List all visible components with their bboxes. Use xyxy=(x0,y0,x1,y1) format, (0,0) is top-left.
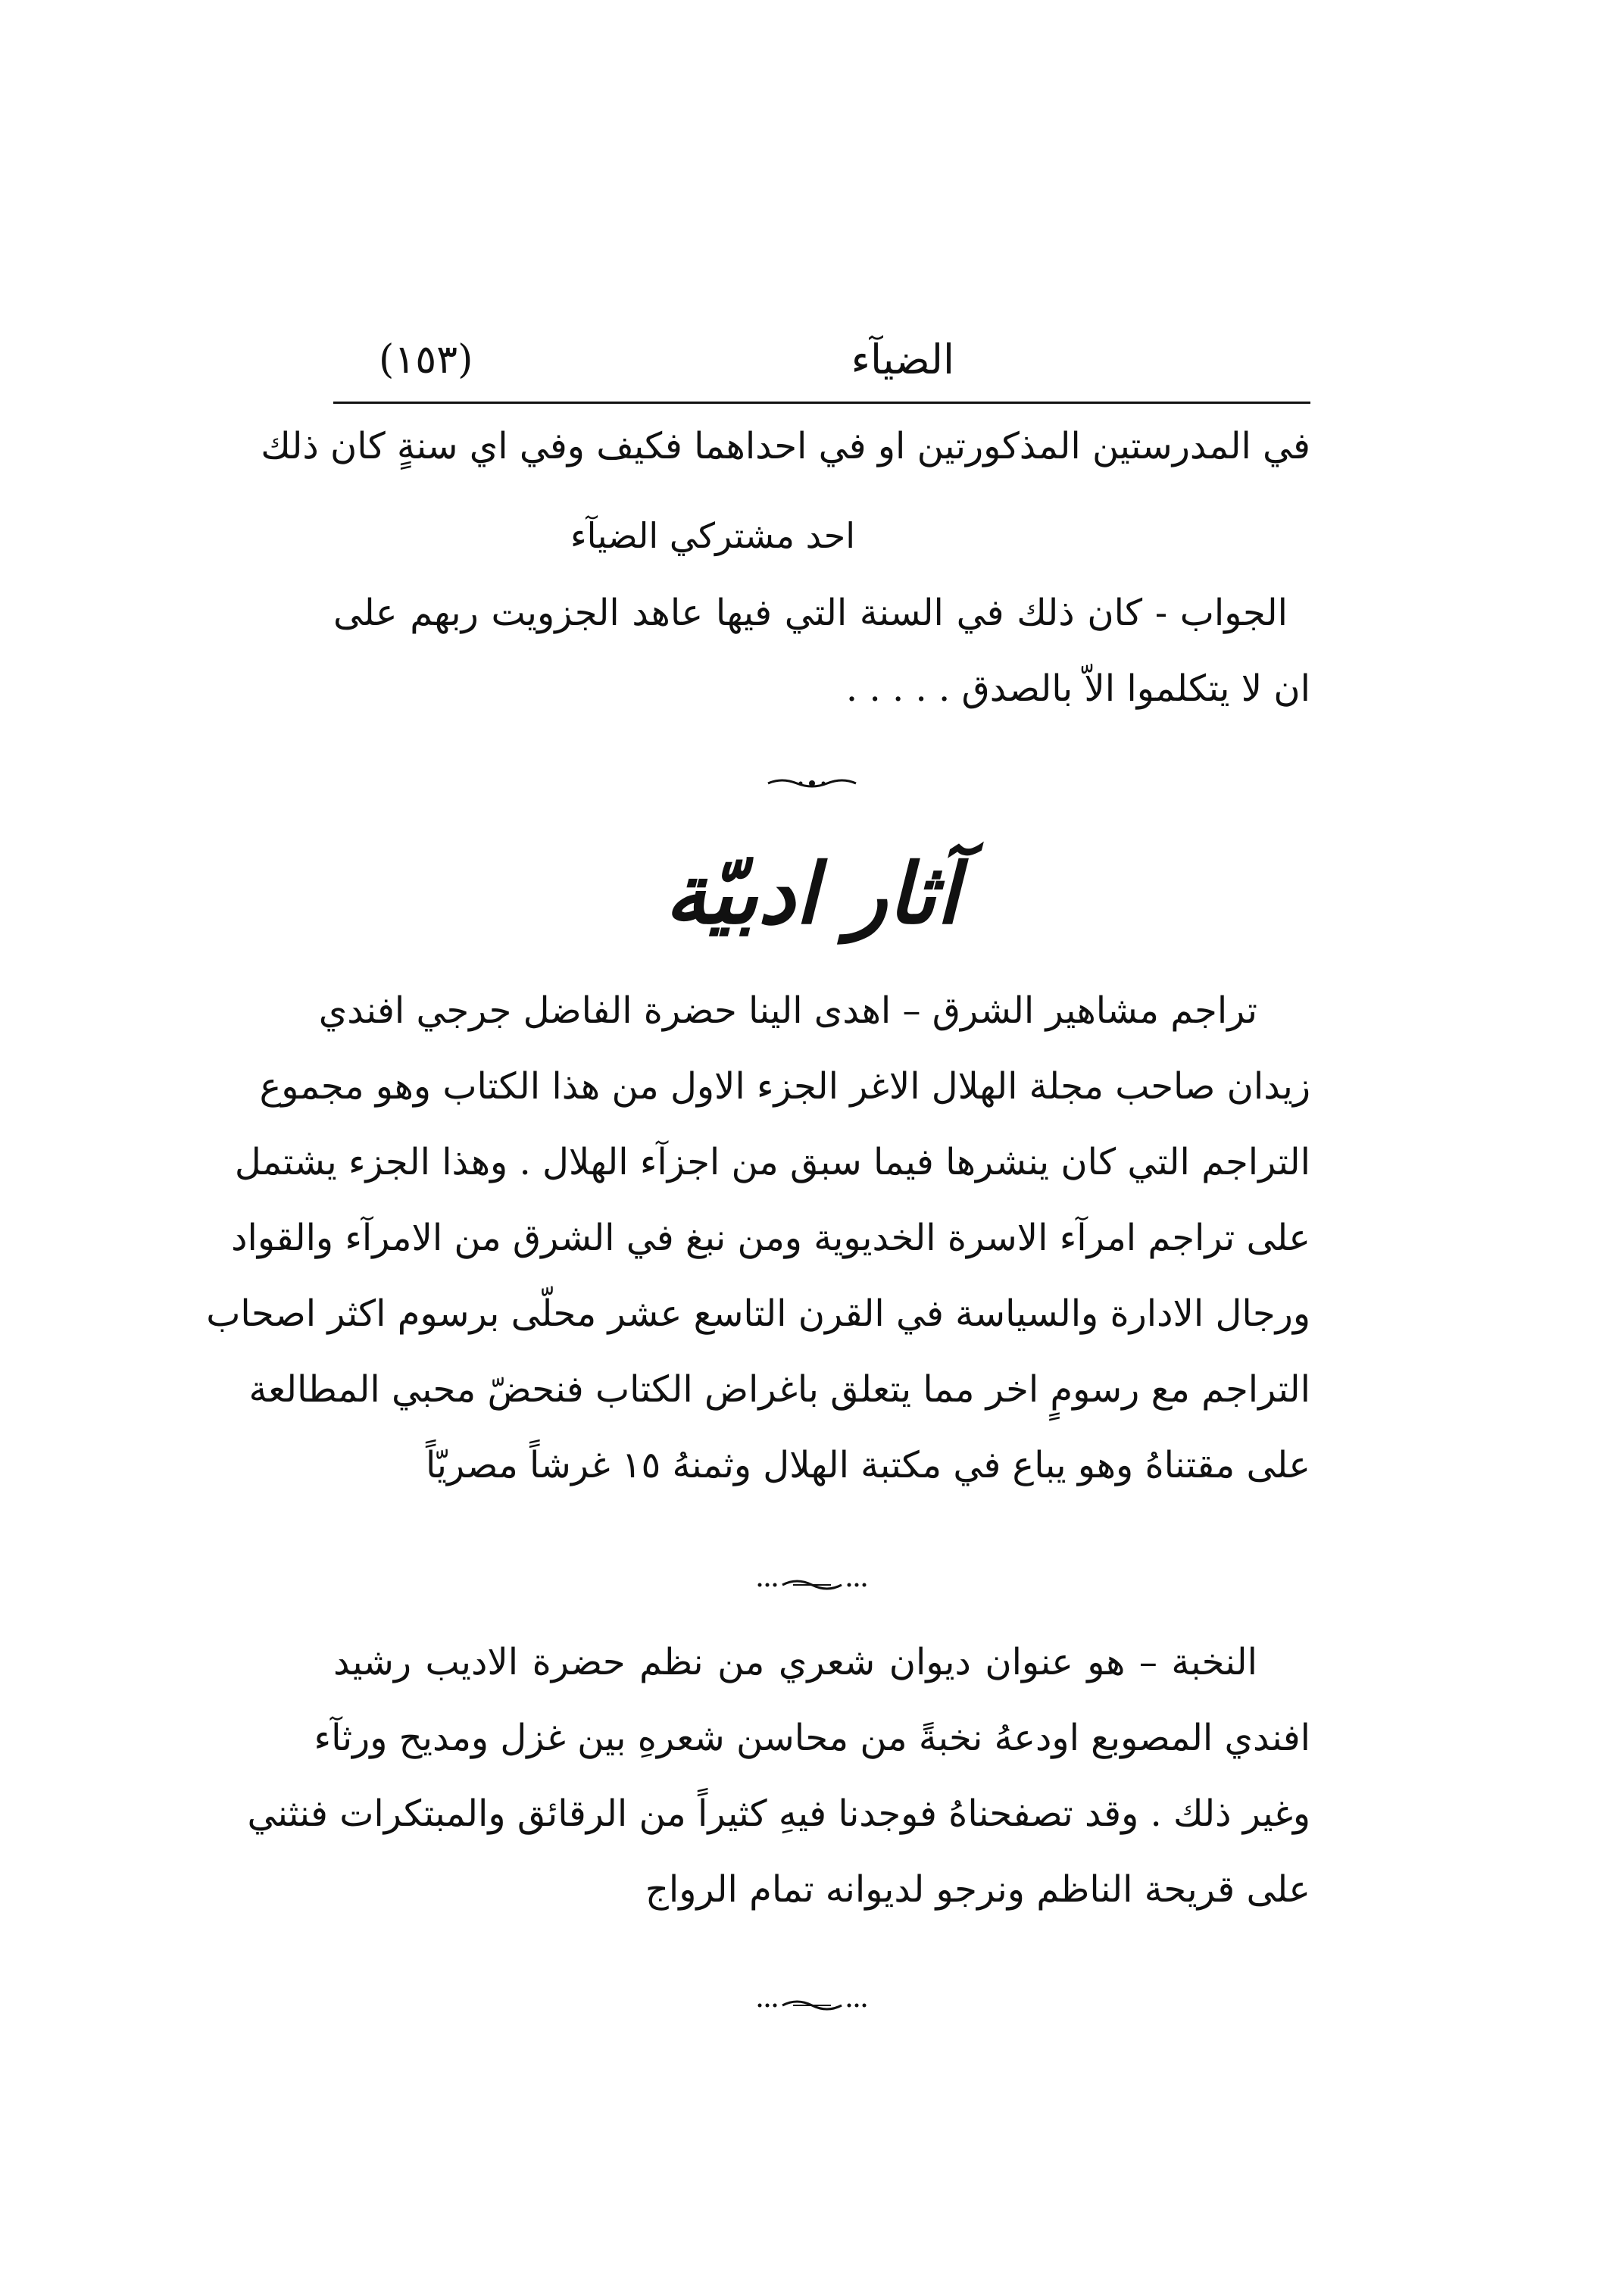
page-number: (١٥٣) xyxy=(379,337,473,383)
review-1-line-2: زيدان صاحب مجلة الهلال الاغر الجزء الاول من هذا الكتاب وهو مجموع xyxy=(259,1065,1310,1108)
running-header xyxy=(333,333,1310,386)
question-signature: احد مشتركي الضيآء xyxy=(570,515,855,556)
ornament-divider xyxy=(0,1576,1624,1594)
review-paragraph-2 xyxy=(247,1641,1310,1962)
answer-line-2: ان لا يتكلموا الاّ بالصدق . . . . . xyxy=(845,667,1310,710)
question-paragraph xyxy=(261,425,1310,481)
review-2-line-1: النخبة – هو عنوان ديوان شعري من نظم حضرة الاديب رشيد xyxy=(333,1641,1257,1683)
running-title: الضيآء xyxy=(851,336,954,383)
question-line-1: في المدرستين المذكورتين او في احداهما فكيف وفي اي سنةٍ كان ذلك xyxy=(261,425,1310,467)
ornament-divider xyxy=(0,1996,1624,2014)
review-2-line-2: افندي المصوبع اودعهُ نخبةً من محاسن شعرهِ بين غزل ومديح ورثآء xyxy=(314,1717,1310,1759)
section-title: آثار ادبيّة xyxy=(664,845,960,942)
answer-line-1: الجواب - كان ذلك في السنة التي فيها عاهد الجزويت ربهم على xyxy=(333,592,1288,634)
ornament-icon xyxy=(755,1996,869,2014)
ornament-icon xyxy=(755,1576,869,1594)
review-1-line-6: التراجم مع رسومٍ اخر مما يتعلق باغراض الكتاب فنحضّ محبي المطالعة xyxy=(248,1368,1310,1411)
review-1-line-4: على تراجم امرآء الاسرة الخديوية ومن نبغ في الشرق من الامرآء والقواد xyxy=(231,1217,1310,1259)
review-2-line-3: وغير ذلك . وقد تصفحناهُ فوجدنا فيهِ كثيراً من الرقائق والمبتكرات فنثني xyxy=(247,1792,1310,1835)
review-paragraph-1 xyxy=(206,989,1310,1538)
ornament-icon xyxy=(767,774,857,792)
header-rule xyxy=(333,402,1310,404)
review-1-line-5: ورجال الادارة والسياسة في القرن التاسع عشر محلّى برسوم اكثر اصحاب xyxy=(206,1292,1310,1335)
review-1-line-7: على مقتناهُ وهو يباع في مكتبة الهلال وثمنهُ ١٥ غرشاً مصريّاً xyxy=(425,1444,1310,1486)
review-2-line-4: على قريحة الناظم ونرجو لديوانه تمام الرواج xyxy=(645,1868,1310,1911)
review-1-line-3: التراجم التي كان ينشرها فيما سبق من اجزآء الهلال . وهذا الجزء يشتمل xyxy=(234,1141,1310,1183)
ornament-divider xyxy=(0,774,1624,792)
answer-paragraph xyxy=(333,592,1310,716)
review-1-line-1: تراجم مشاهير الشرق – اهدى الينا حضرة الفاضل جرجي افندي xyxy=(318,989,1257,1032)
